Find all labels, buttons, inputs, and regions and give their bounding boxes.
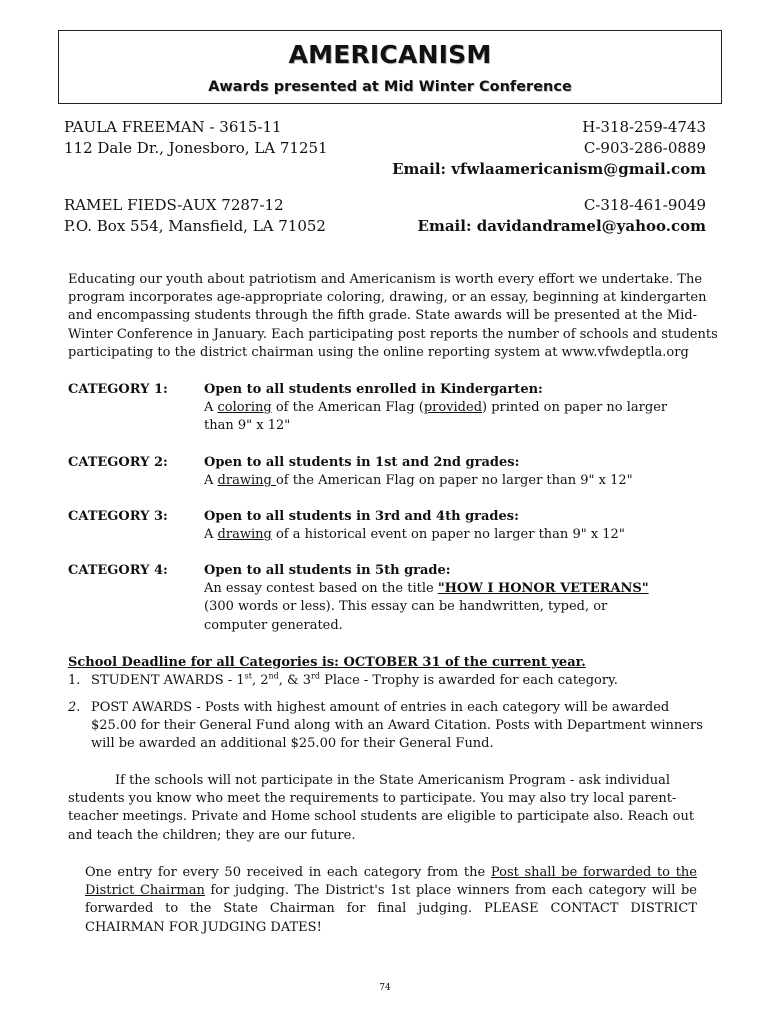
category-body: A coloring of the American Flag (provided) printed on paper no larger than 9" x 12" [204,400,668,434]
title-box [58,30,722,104]
category-label: CATEGORY 3: [68,509,168,524]
category-description [204,454,674,490]
contact-cell-phone: C-318-461-9049 [583,196,706,214]
category-body: A drawing of the American Flag on paper no larger than 9" x 12" [204,473,633,489]
contact-name: PAULA FREEMAN - 3615-11 [64,118,282,136]
category-3 [68,508,718,546]
contact-email: Email: davidandramel@yahoo.com [417,217,706,235]
category-4 [68,562,718,638]
page-number: 74 [379,983,391,993]
category-2 [68,454,718,492]
contact-cell-phone: C-903-286-0889 [583,139,706,157]
award-text: POST AWARDS - Posts with highest amount of entries in each category will be awarded $25.00 for their General Fund along with an Award Citation. Posts with Department winners will be awarded an additional $25.00 for their General Fund. [91,700,703,752]
category-heading: Open to all students in 3rd and 4th grades: [204,509,519,524]
closing-paragraph: One entry for every 50 received in each category from the Post shall be forwarded to the District Chairman for judging. The District's 1st place winners from each category will be forwarded to the State Chairman for final judging. PLEASE CONTACT DISTRICT CHAIRMAN FOR JUDGING DATES! [85,865,697,935]
list-number: 2. [68,700,81,715]
contact-home-phone: H-318-259-4743 [582,118,706,136]
outreach-paragraph: If the schools will not participate in the State Americanism Program - ask individual students you know who meet the requirements to participate. You may also try local parent-teacher meetings. Private and Home school students are eligible to participate also. Reach out and teach the children; they are our future. [68,773,695,843]
contact-address: 112 Dale Dr., Jonesboro, LA 71251 [64,139,328,157]
category-body: A drawing of a historical event on paper no larger than 9" x 12" [204,527,625,543]
category-1 [68,381,718,437]
contact-address: P.O. Box 554, Mansfield, LA 71052 [64,217,326,235]
page-subtitle: Awards presented at Mid Winter Conference [208,79,572,95]
award-item-post [68,699,718,755]
category-heading: Open to all students in 5th grade: [204,563,451,578]
category-label: CATEGORY 2: [68,455,168,470]
category-heading: Open to all students enrolled in Kindergarten: [204,382,543,397]
intro-paragraph: Educating our youth about patriotism and Americanism is worth every effort we undertake. The program incorporates age-appropriate coloring, drawing, or an essay, beginning at kindergarten and encompassing students through the fifth grade. State awards will be presented at the Mid-Winter Conference in January. Each participating post reports the number of schools and students participating to the district chairman using the online reporting system at www.vfwdeptla.org [68,272,718,360]
deadline-notice: School Deadline for all Categories is: OCTOBER 31 of the current year. [68,655,586,670]
category-description [204,508,674,544]
category-label: CATEGORY 4: [68,563,168,578]
list-number: 1. [68,673,81,688]
contact-block-chairman [64,117,706,180]
contact-email: Email: vfwlaamericanism@gmail.com [392,160,706,178]
category-label: CATEGORY 1: [68,382,168,397]
category-description [204,562,674,635]
page-title: AMERICANISM [288,40,492,69]
category-body: An essay contest based on the title "HOW I HONOR VETERANS" (300 words or less). This essay can be handwritten, typed, or computer generated. [204,581,649,633]
award-text: STUDENT AWARDS - 1st, 2nd, & 3rd Place - Trophy is awarded for each category. [91,671,618,688]
contact-block-auxiliary [64,195,706,237]
category-description [204,381,674,436]
contact-name: RAMEL FIEDS-AUX 7287-12 [64,196,284,214]
category-heading: Open to all students in 1st and 2nd grades: [204,455,520,470]
award-item-student [68,672,718,692]
